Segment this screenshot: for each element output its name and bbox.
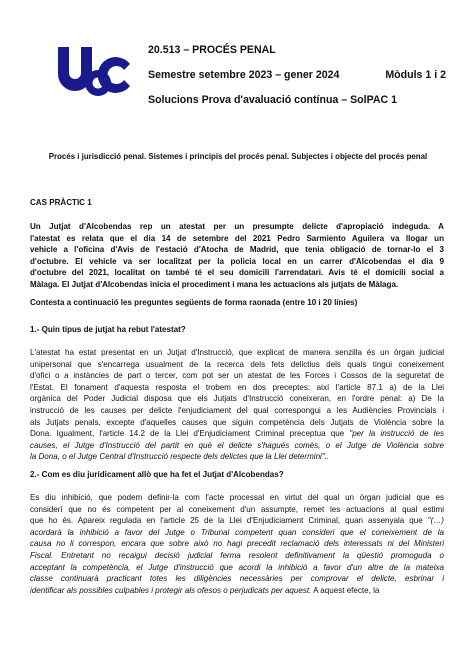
answer-text-italic: "per la instrucció de les bbox=[344, 429, 444, 439]
answer-2 bbox=[30, 492, 444, 596]
answer-text: considerí que no és competent per al coneixement d'un assumpte, remet les actuacions al qual estimi bbox=[30, 504, 444, 514]
answer-line bbox=[30, 538, 444, 550]
question-2: 2.- Com es diu jurídicament allò que ha fet el Jutjat d'Alcobendas? bbox=[30, 470, 284, 479]
instructions: Contesta a continuació les preguntes següents de forma raonada (entre 10 i 20 línies) bbox=[30, 298, 358, 307]
question-1: 1.- Quin tipus de jutjat ha rebut l'atestat? bbox=[30, 325, 186, 334]
subject-heading: Procés i jurisdicció penal. Sistemes i principis del procés penal. Subjectes i objecte del procés penal bbox=[48, 152, 428, 161]
solutions-title: Solucions Prova d'avaluació contínua – SolPAC 1 bbox=[148, 94, 397, 106]
course-code: 20.513 – PROCÉS PENAL bbox=[148, 44, 276, 56]
answer-text: identificar als possibles culpables i protegir als ofesos o perjudicats per aquest. bbox=[30, 585, 312, 595]
answer-line bbox=[30, 492, 444, 504]
answer-text-italic: A aquest efecte, la bbox=[311, 585, 380, 595]
answer-1 bbox=[30, 347, 444, 463]
answer-line bbox=[30, 405, 444, 417]
answer-text: causes, el Jutge d'Instrucció del partit en què el delicte s'hagués comès, o el Jutge de Violència sobre bbox=[30, 440, 444, 450]
answer-text: instrucció de les causes per delicte l'enjudiciament del qual correspongui a les Audiències Provincials i bbox=[30, 405, 444, 415]
modules: Mòduls 1 i 2 bbox=[385, 69, 446, 81]
answer-text: Dona. Igualment, l'article 14.2 de la Llei d'Enjudiciament Criminal preceptua que bbox=[30, 429, 345, 439]
answer-line bbox=[30, 451, 444, 463]
answer-text: que ho és. Apareix regulada en l'article 25 de la Llei d'Enjudiciament Criminal, quan assenyala que bbox=[30, 516, 423, 526]
answer-line bbox=[30, 504, 444, 516]
answer-text: orgànica del Poder Judicial disposa que els Jutjats d'Instrucció coneixeran, en l'ordre penal: a) De la bbox=[30, 394, 444, 404]
answer-text-italic: "(…) bbox=[422, 516, 444, 526]
answer-line bbox=[30, 393, 444, 405]
answer-text: acordarà la inhibició a favor del Jutge o Tribunal competent quan consideri que el coneixement de la bbox=[30, 527, 444, 537]
answer-text: als Jutjats penals, excepte d'aquelles causes que siguin competència dels Jutjats de Violència sobre la bbox=[30, 417, 444, 427]
statement-line: l'atestat es relata que el dia 14 de setembre del 2021 Pedro Sarmiento Aguilera va llogar un bbox=[30, 233, 444, 243]
answer-text: unipersonal que s'encarrega usualment de la recerca dels fets delictius dels quals tingui coneixement bbox=[30, 359, 444, 369]
statement-line: Màlaga. El Jutjat d'Alcobendas inicia el procediment i mana les actuacions als jutjats de Màlaga. bbox=[30, 279, 399, 289]
answer-line bbox=[30, 550, 444, 562]
answer-line bbox=[30, 359, 444, 371]
answer-line bbox=[30, 573, 444, 585]
statement-line: vehicle a l'oficina d'Avis de l'estació d'Atocha de Madrid, que tenia obligació de tornar-lo el 3 bbox=[30, 245, 444, 255]
answer-text: d'ofici o a instàncies de part o tercer, com pot ser un atestat de les Forces i Cossos de la seguretat de bbox=[30, 371, 444, 381]
answer-text: acceptant la competència, el Jutge d'instrucció que acordi la inhibició a favor d'un altre de la mateixa bbox=[30, 562, 444, 572]
case-title: CAS PRÀCTIC 1 bbox=[30, 198, 92, 207]
answer-text: l'Estat. El fonament d'aquesta resposta el trobem en dos preceptes: així l'article 87.1 a) de la Llei bbox=[30, 382, 444, 392]
answer-line bbox=[30, 527, 444, 539]
answer-text: la Dona, o el Jutge Central d'Instrucció respecte dels delictes que la Llei determini".. bbox=[30, 452, 330, 462]
answer-text: causa no li correspon, encara que sobre això no hagi precedit reclamació dels interessats ni del Ministeri bbox=[30, 539, 444, 549]
answer-text: L'atestat ha estat presentat en un Jutjat d'Instrucció, que explicat de manera senzilla és un òrgan judicial bbox=[30, 348, 444, 357]
uoc-logo bbox=[56, 45, 132, 97]
semester: Semestre setembre 2023 – gener 2024 bbox=[148, 69, 340, 81]
answer-text: classe continuarà practicant totes les diligències necessàries per comprovar el delicte, esbrinar i bbox=[30, 574, 444, 584]
answer-line bbox=[30, 515, 444, 527]
answer-line bbox=[30, 417, 444, 429]
answer-line bbox=[30, 585, 444, 597]
answer-line bbox=[30, 382, 444, 394]
answer-line bbox=[30, 347, 444, 359]
statement-line: d'octubre. El vehicle va ser localitzat per la policia local en un carrer d'Alcobendas el dia 9 bbox=[30, 256, 444, 266]
case-statement bbox=[30, 221, 444, 291]
answer-line bbox=[30, 440, 444, 452]
statement-line: Un Jutjat d'Alcobendas rep un atestat per un presumpte delicte d'apropiació indeguda. A bbox=[30, 222, 444, 231]
statement-line: d'octubre del 2021, localitat on també té el seu domicili l'arrendatari. Avis té el domicili social a bbox=[30, 268, 444, 278]
answer-text: Fiscal. Entretant no recaigui decisió judicial ferma resolent definitivament la qüestió promoguda o bbox=[30, 550, 444, 560]
answer-text: Es diu inhibició, que podem definir-la com l'acte processal en virtut del qual un òrgan judicial que es bbox=[30, 493, 444, 502]
answer-line bbox=[30, 370, 444, 382]
answer-line bbox=[30, 562, 444, 574]
answer-line bbox=[30, 428, 444, 440]
